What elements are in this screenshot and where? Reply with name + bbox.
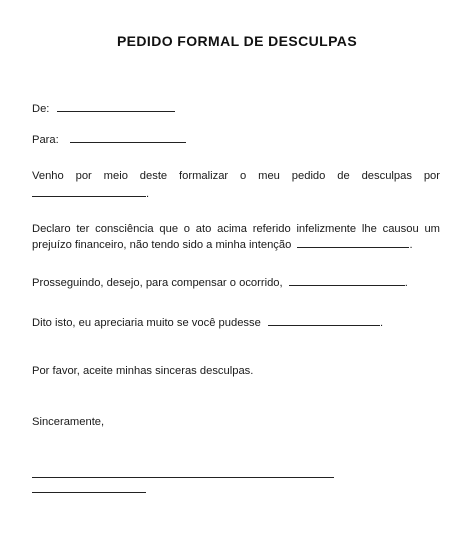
paragraph-2-end: .	[409, 239, 413, 251]
from-line	[32, 100, 175, 117]
paragraph-3-end: .	[404, 277, 408, 289]
paragraph-1-line-1: Venho por meio deste formalizar o meu pedido de desculpas por	[32, 170, 440, 182]
document-title: PEDIDO FORMAL DE DESCULPAS	[116, 33, 358, 49]
reason-blank[interactable]	[32, 185, 146, 197]
paragraph-2-line-1: Declaro ter consciência que o ato acima referido infelizmente lhe causou um	[32, 223, 440, 235]
from-label: De:	[32, 103, 50, 115]
paragraph-3	[32, 274, 408, 291]
signature-name-line[interactable]	[32, 492, 146, 493]
paragraph-4-end: .	[379, 317, 384, 329]
paragraph-1-end: .	[146, 188, 150, 200]
paragraph-1-line-2	[32, 185, 149, 202]
closing: Sinceramente,	[32, 416, 105, 428]
paragraph-2-text: prejuízo financeiro, não tendo sido a minha intenção	[32, 239, 292, 251]
to-blank[interactable]	[70, 131, 186, 143]
from-blank[interactable]	[57, 100, 175, 112]
signature-line[interactable]	[32, 477, 334, 478]
paragraph-4-text: Dito isto, eu apreciaria muito se você pudesse	[32, 317, 261, 329]
paragraph-3-text: Prosseguindo, desejo, para compensar o ocorrido,	[32, 277, 283, 289]
to-label: Para:	[32, 134, 59, 146]
to-line	[32, 131, 186, 148]
paragraph-5: Por favor, aceite minhas sinceras desculpas.	[32, 365, 254, 377]
intention-blank[interactable]	[297, 236, 409, 248]
paragraph-2-line-2	[32, 236, 413, 253]
request-blank[interactable]	[268, 314, 380, 326]
paragraph-4	[32, 314, 383, 331]
compensation-blank[interactable]	[289, 274, 405, 286]
